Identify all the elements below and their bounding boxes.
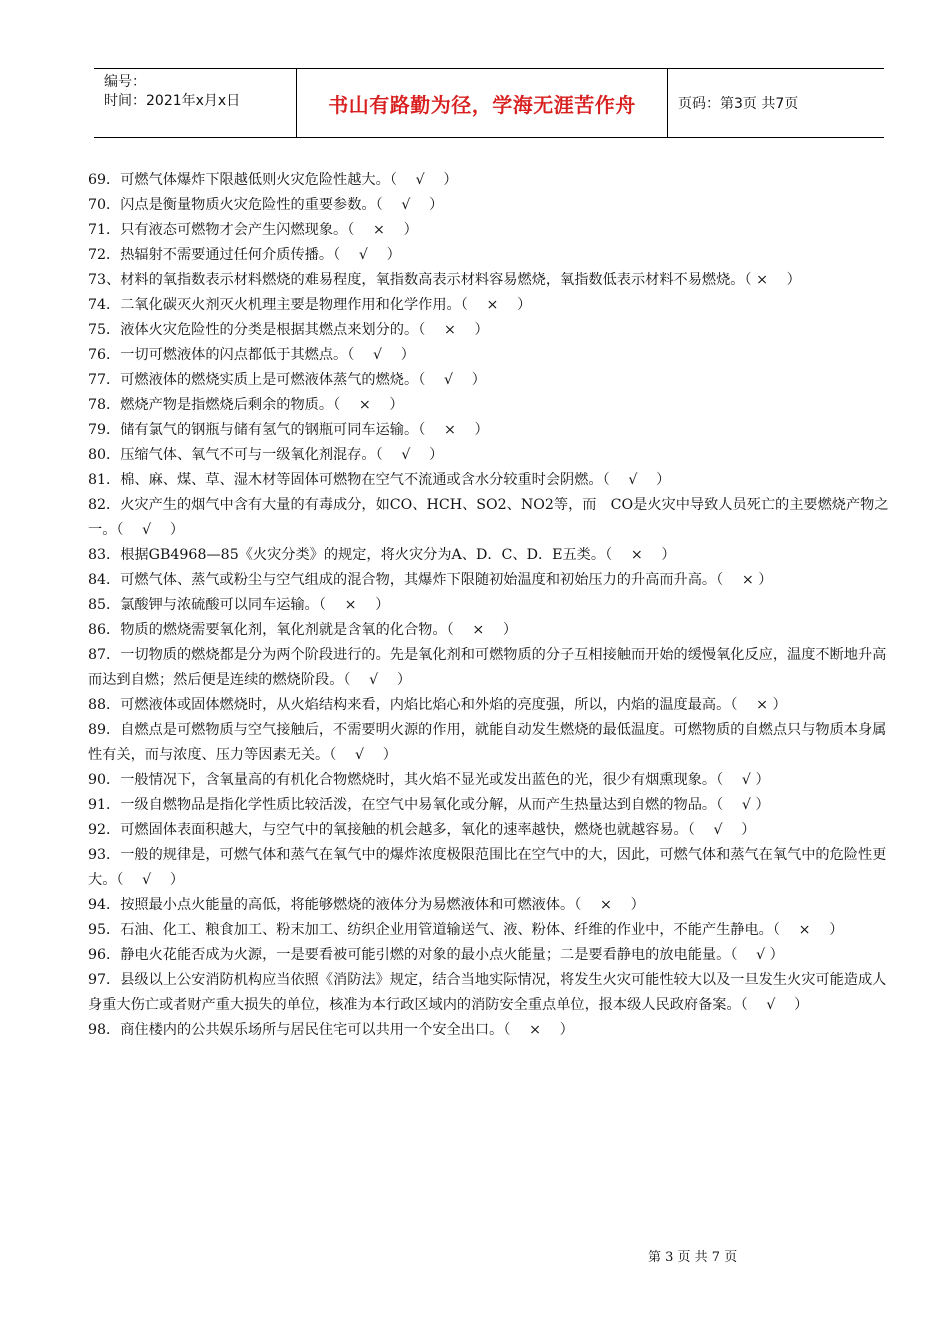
question-item: 91．一级自燃物品是指化学性质比较活泼，在空气中易氧化或分解，从而产生热量达到自燃的物品。（ √ ）: [88, 797, 770, 813]
header-motto: 书山有路勤为径，学海无涯苦作舟: [296, 69, 668, 137]
question-item: 70．闪点是衡量物质火灾危险性的重要参数。（ √ ）: [88, 197, 444, 213]
page-header: [94, 68, 884, 138]
question-item: 72．热辐射不需要通过任何介质传播。（ √ ）: [88, 247, 401, 263]
question-item: 81．棉、麻、煤、草、湿木材等固体可燃物在空气不流通或含水分较重时会阴燃。（ √ ）: [88, 472, 671, 488]
question-item: 96．静电火花能否成为火源，一是要看被可能引燃的对象的最小点火能量；二是要看静电的放电能量。（ √ ）: [88, 947, 784, 963]
question-item: 84．可燃气体、蒸气或粉尘与空气组成的混合物，其爆炸下限随初始温度和初始压力的升高而升高。（ × ）: [88, 572, 773, 588]
time-label: 时间：2021年x月x日: [104, 93, 241, 109]
question-item: 82．火灾产生的烟气中含有大量的有毒成分，如CO、HCH、SO2、NO2等，而 CO是火灾中导致人员死亡的主要燃烧产物之一。（ √ ）: [88, 497, 889, 538]
question-item: 86．物质的燃烧需要氧化剂，氧化剂就是含氧的化合物。（ × ）: [88, 622, 518, 638]
question-item: 78．燃烧产物是指燃烧后剩余的物质。（ × ）: [88, 397, 404, 413]
question-item: 94．按照最小点火能量的高低，将能够燃烧的液体分为易燃液体和可燃液体。（ × ）: [88, 897, 645, 913]
question-item: 73、材料的氧指数表示材料燃烧的难易程度，氧指数高表示材料容易燃烧，氧指数低表示材料不易燃烧。（ × ）: [88, 272, 801, 288]
question-item: 71．只有液态可燃物才会产生闪燃现象。（ × ）: [88, 222, 418, 238]
question-item: 98．商住楼内的公共娱乐场所与居民住宅可以共用一个安全出口。（ × ）: [88, 1022, 574, 1038]
question-item: 69．可燃气体爆炸下限越低则火灾危险性越大。（ √ ）: [88, 172, 458, 188]
number-label: 编号：: [104, 74, 146, 90]
question-item: 92．可燃固体表面积越大，与空气中的氧接触的机会越多，氧化的速率越快，燃烧也就越容易。（ √ ）: [88, 822, 756, 838]
question-item: 80．压缩气体、氧气不可与一级氧化剂混存。（ √ ）: [88, 447, 444, 463]
page-footer: 第 3 页 共 7 页: [648, 1250, 738, 1265]
question-list: [88, 168, 896, 1043]
question-item: 95．石油、化工、粮食加工、粉末加工、纺织企业用管道输送气、液、粉体、纤维的作业中，不能产生静电。（ × ）: [88, 922, 844, 938]
question-item: 90．一般情况下，含氧量高的有机化合物燃烧时，其火焰不显光或发出蓝色的光，很少有烟熏现象。（ √ ）: [88, 772, 770, 788]
question-item: 75．液体火灾危险性的分类是根据其燃点来划分的。（ × ）: [88, 322, 489, 338]
header-meta: [94, 69, 296, 137]
question-item: 87．一切物质的燃烧都是分为两个阶段进行的。先是氧化剂和可燃物质的分子互相接触而开始的缓慢氧化反应，温度不断地升高而达到自燃；然后便是连续的燃烧阶段。（ √ ）: [88, 647, 887, 688]
header-page-info: 页码：第3页 共7页: [678, 96, 799, 112]
question-item: 93．一般的规律是，可燃气体和蒸气在氧气中的爆炸浓度极限范围比在空气中的大，因此，可燃气体和蒸气在氧气中的危险性更大。（ √ ）: [88, 847, 887, 888]
question-item: 77．可燃液体的燃烧实质上是可燃液体蒸气的燃烧。（ √ ）: [88, 372, 486, 388]
question-item: 74．二氧化碳灭火剂灭火机理主要是物理作用和化学作用。（ × ）: [88, 297, 532, 313]
question-item: 85．氯酸钾与浓硫酸可以同车运输。（ × ）: [88, 597, 390, 613]
question-item: 97．县级以上公安消防机构应当依照《消防法》规定，结合当地实际情况，将发生火灾可能性较大以及一旦发生火灾可能造成人身重大伤亡或者财产重大损失的单位，核准为本行政区域内的消防安全重点单位，报本级人民政府备案。（ √ ）: [88, 972, 887, 1013]
question-item: 89．自燃点是可燃物质与空气接触后，不需要明火源的作用，就能自动发生燃烧的最低温度。可燃物质的自燃点只与物质本身属性有关，而与浓度、压力等因素无关。（ √ ）: [88, 722, 887, 763]
question-item: 76．一切可燃液体的闪点都低于其燃点。（ √ ）: [88, 347, 415, 363]
question-item: 83．根据GB4968—85《火灾分类》的规定，将火灾分为A、D．C、D．E五类。（ × ）: [88, 547, 676, 563]
question-item: 88．可燃液体或固体燃烧时，从火焰结构来看，内焰比焰心和外焰的亮度强，所以，内焰的温度最高。（ × ）: [88, 697, 787, 713]
question-item: 79．储有氯气的钢瓶与储有氢气的钢瓶可同车运输。（ × ）: [88, 422, 489, 438]
